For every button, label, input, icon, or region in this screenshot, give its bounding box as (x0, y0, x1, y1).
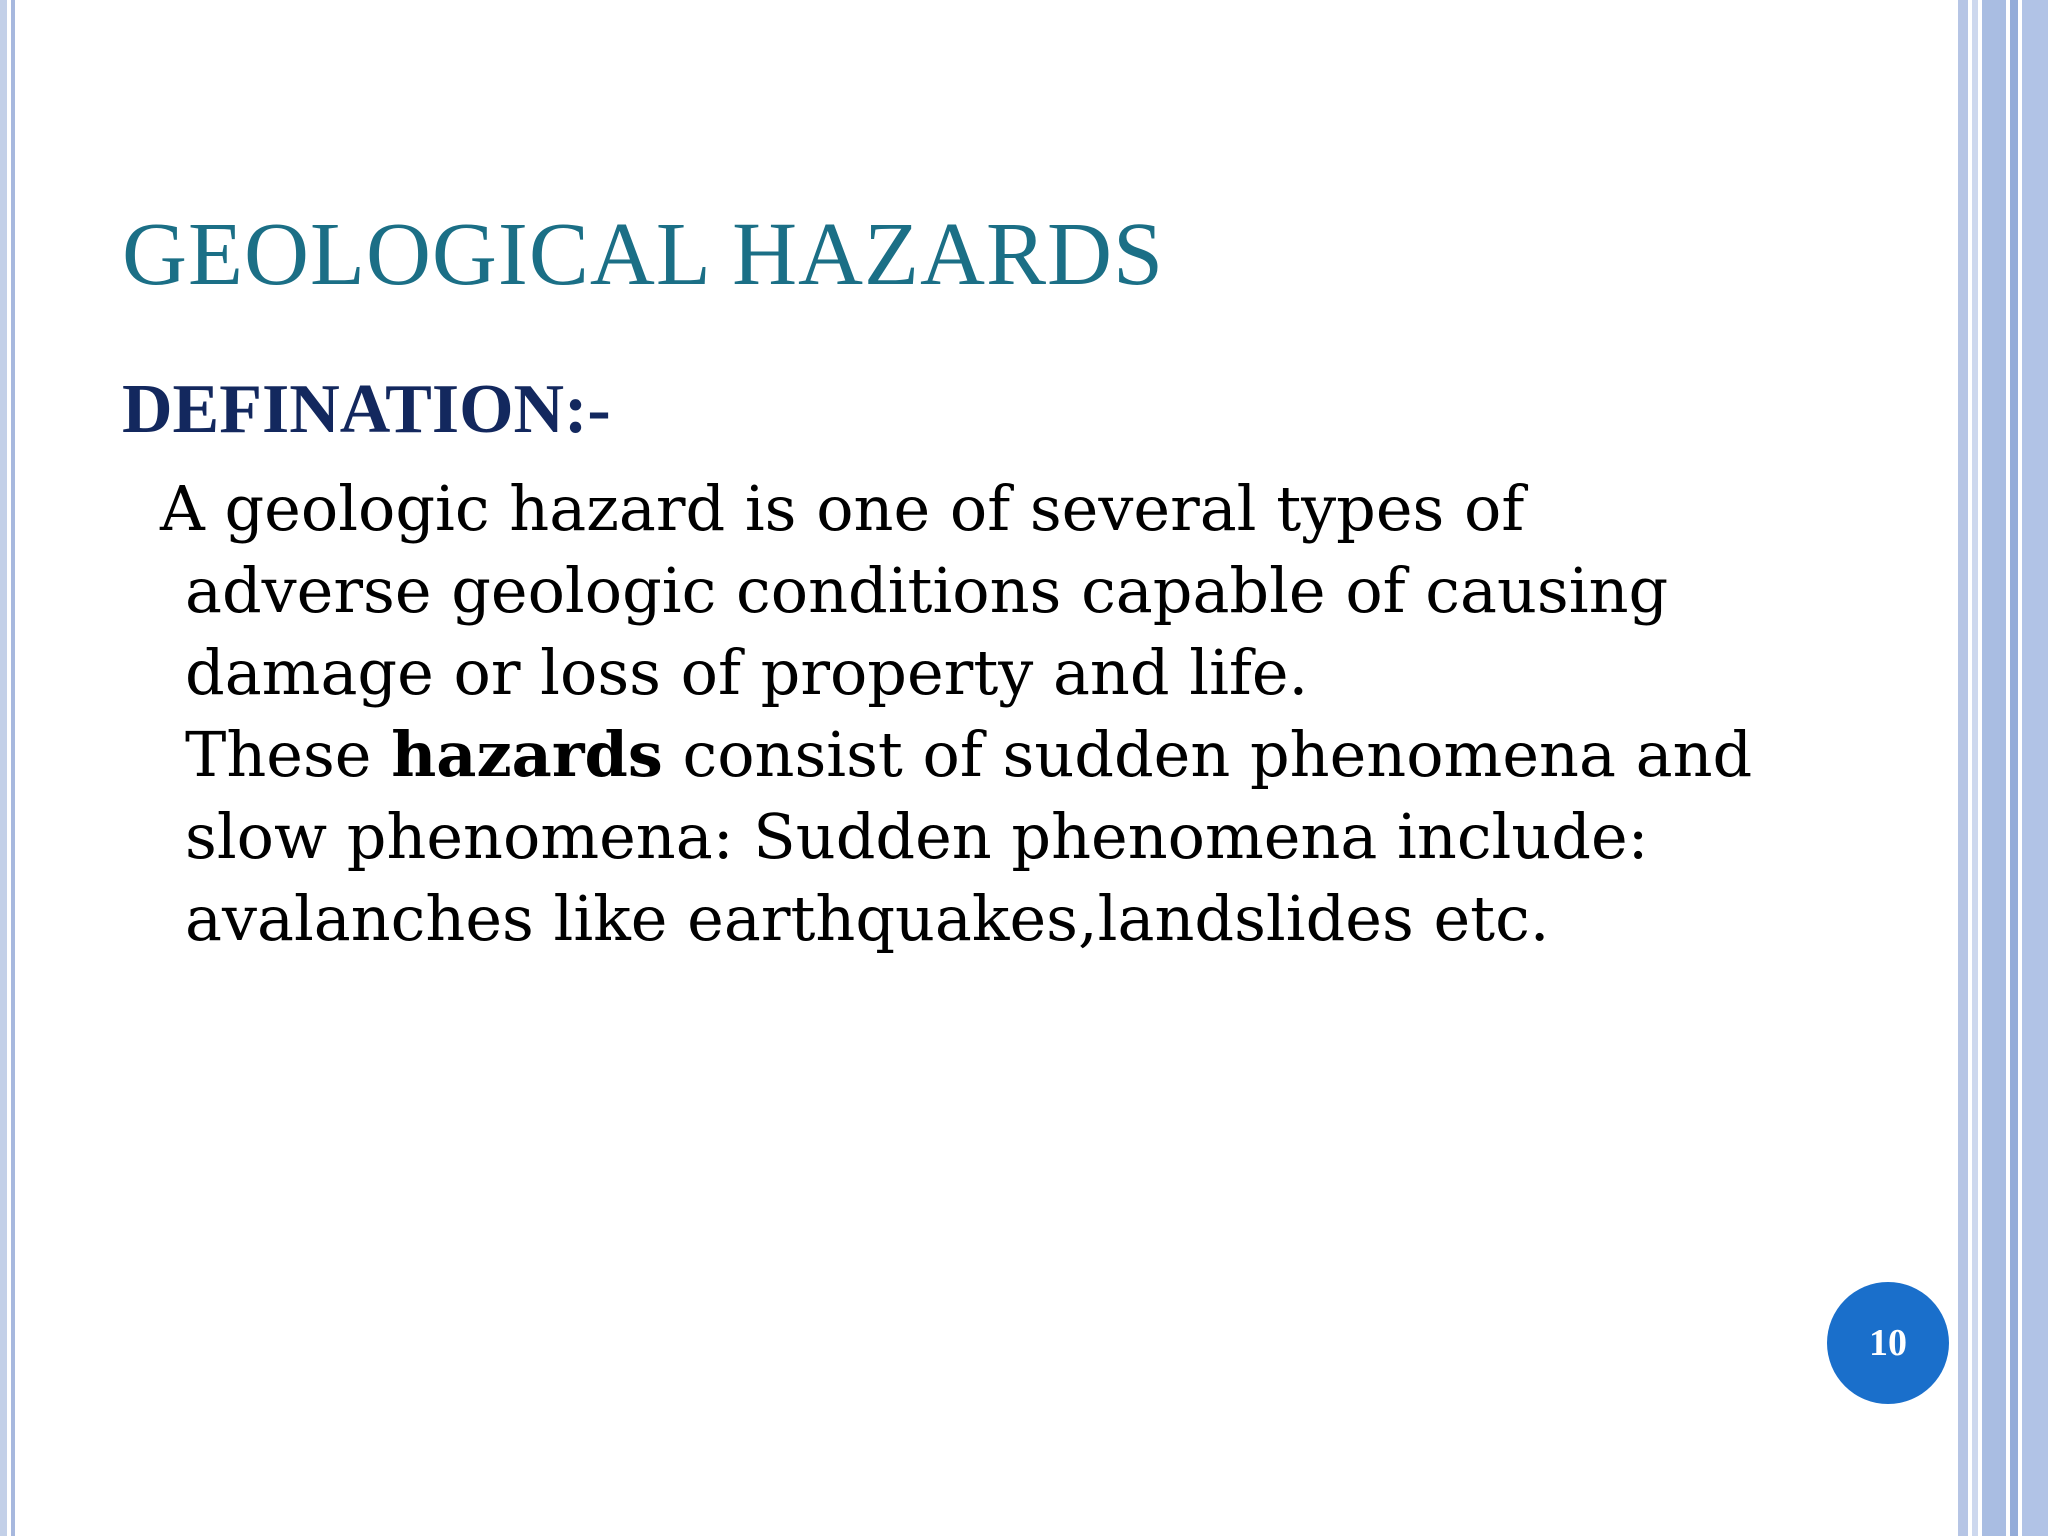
body-line: damage or loss of property and life. (185, 636, 1309, 709)
bold-keyword: hazards (391, 718, 663, 791)
right-border-bar (1958, 0, 1968, 1536)
page-number-badge (1827, 1282, 1949, 1404)
body-text-segment: These (185, 718, 392, 791)
right-border-bar (2010, 0, 2018, 1536)
right-border-bar (1972, 0, 1978, 1536)
body-line (160, 714, 1800, 796)
left-border-line (11, 0, 15, 1536)
right-border-bar (2022, 0, 2048, 1536)
definition-body (160, 468, 1800, 960)
slide-title: GEOLOGICAL HAZARDS (122, 205, 1165, 304)
right-border-bar (1982, 0, 2006, 1536)
body-line: avalanches like earthquakes,landslides etc. (185, 882, 1550, 955)
body-line: adverse geologic conditions capable of causing (185, 554, 1669, 627)
definition-heading: DEFINATION:- (122, 371, 611, 448)
page-number: 10 (1869, 1322, 1907, 1364)
left-border-line (0, 0, 7, 1536)
body-line: A geologic hazard is one of several types of (160, 472, 1525, 545)
body-line: slow phenomena: Sudden phenomena include: (185, 800, 1649, 873)
body-text-segment: consist of sudden phenomena and (662, 718, 1753, 791)
